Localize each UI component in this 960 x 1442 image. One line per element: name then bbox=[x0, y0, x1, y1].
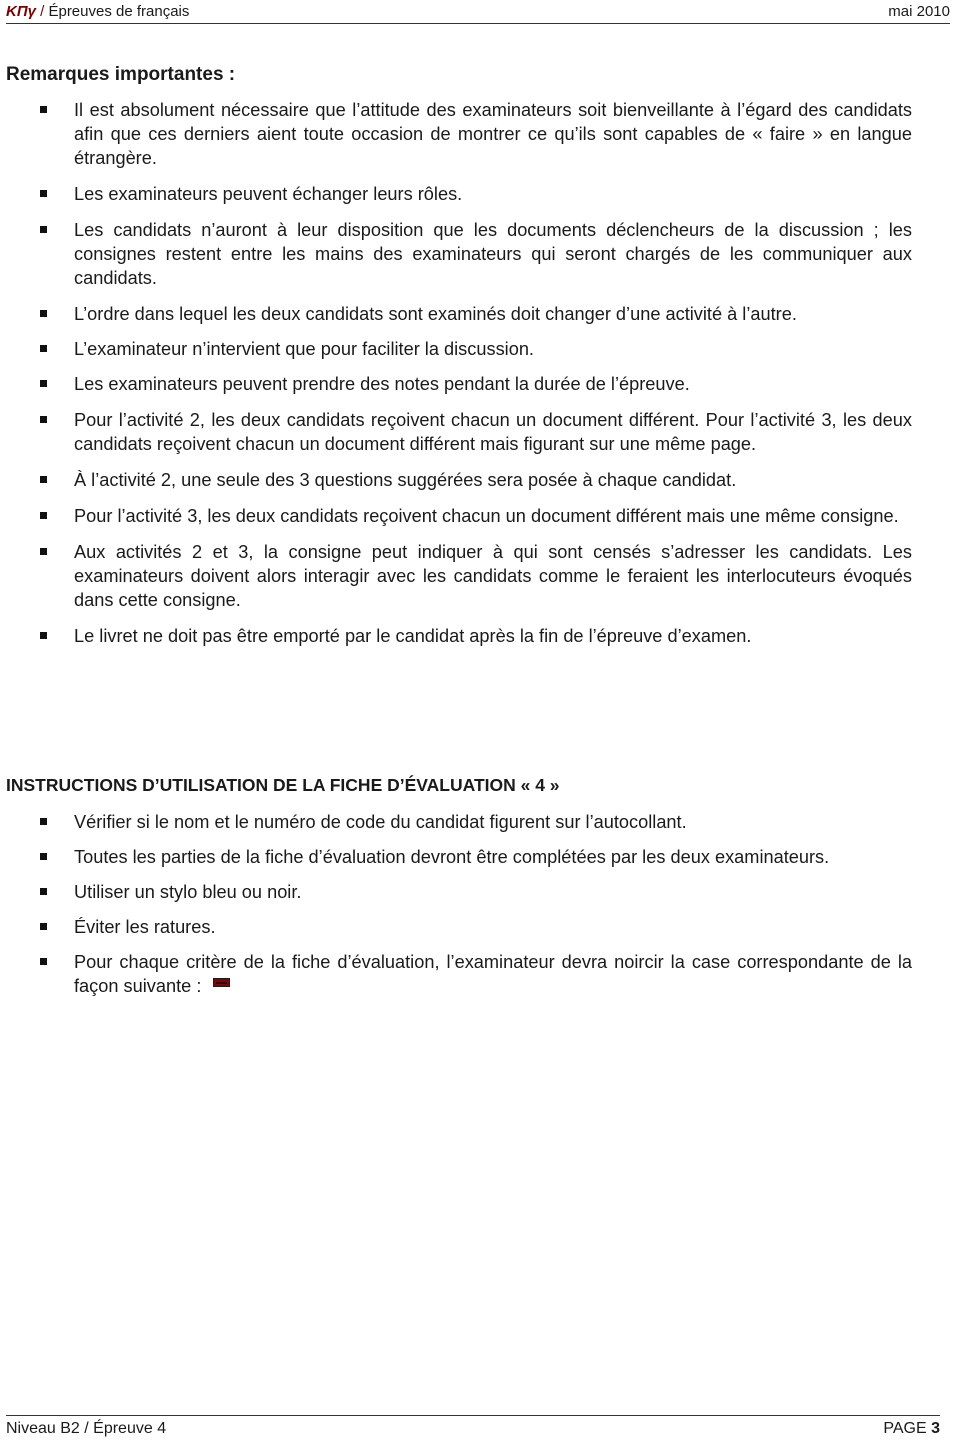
list-item: Le livret ne doit pas être emporté par le candidat après la fin de l’épreuve d’examen. bbox=[0, 624, 912, 648]
list-item: Toutes les parties de la fiche d’évaluation devront être complétées par les deux examinateurs. bbox=[0, 845, 912, 869]
header-title: Épreuves de français bbox=[48, 3, 190, 20]
header-left bbox=[6, 1, 189, 23]
remarks-list bbox=[0, 98, 912, 648]
list-item: Vérifier si le nom et le numéro de code du candidat figurent sur l’autocollant. bbox=[0, 810, 912, 834]
list-item: Pour l’activité 3, les deux candidats reçoivent chacun un document différent mais une même consigne. bbox=[0, 504, 912, 528]
footer-page-number: 3 bbox=[931, 1420, 940, 1437]
list-item: Éviter les ratures. bbox=[0, 915, 912, 939]
list-item: L’ordre dans lequel les deux candidats sont examinés doit changer d’une activité à l’autre. bbox=[0, 302, 912, 326]
footer-page bbox=[883, 1416, 940, 1442]
header-date: mai 2010 bbox=[888, 3, 950, 20]
instructions-list bbox=[0, 810, 912, 998]
list-item: Les examinateurs peuvent prendre des notes pendant la durée de l’épreuve. bbox=[0, 372, 912, 396]
list-item: Il est absolument nécessaire que l’attitude des examinateurs soit bienveillante à l’égard des candidats afin que ces derniers aient toute occasion de montrer ce qu’ils sont capables de « faire » en langue étrangère. bbox=[0, 98, 912, 170]
remarks-title: Remarques importantes : bbox=[6, 64, 236, 85]
list-item-text: Pour chaque critère de la fiche d’évaluation, l’examinateur devra noircir la case correspondante de la façon suivante : bbox=[74, 952, 912, 996]
list-item: Les candidats n’auront à leur disposition que les documents déclencheurs de la discussion ; les consignes restent entre les mains des examinateurs qui seront chargés de les communiquer aux candidats. bbox=[0, 218, 912, 290]
list-item bbox=[0, 950, 912, 998]
footer-page-label: PAGE bbox=[883, 1420, 927, 1437]
filled-box-example-icon bbox=[213, 978, 230, 987]
header-brand: ΚΠγ bbox=[6, 3, 36, 20]
list-item: Aux activités 2 et 3, la consigne peut indiquer à qui sont censés s’adresser les candidats. Les examinateurs doivent alors interagir avec les candidats comme le feraient les interlocuteurs évoqués dans cette consigne. bbox=[0, 540, 912, 612]
list-item: À l’activité 2, une seule des 3 questions suggérées sera posée à chaque candidat. bbox=[0, 468, 912, 492]
page-header bbox=[6, 1, 950, 24]
list-item: Utiliser un stylo bleu ou noir. bbox=[0, 880, 912, 904]
page-footer bbox=[6, 1415, 940, 1442]
list-item: Les examinateurs peuvent échanger leurs rôles. bbox=[0, 182, 912, 206]
list-item: Pour l’activité 2, les deux candidats reçoivent chacun un document différent. Pour l’activité 3, les deux candidats reçoivent chacun un document différent mais figurant sur une même page. bbox=[0, 408, 912, 456]
header-separator: / bbox=[40, 3, 45, 20]
footer-level: Niveau B2 / Épreuve 4 bbox=[6, 1420, 167, 1437]
instructions-title: INSTRUCTIONS D’UTILISATION DE LA FICHE D’ÉVALUATION « 4 » bbox=[6, 775, 560, 795]
list-item: L’examinateur n’intervient que pour faciliter la discussion. bbox=[0, 337, 912, 361]
